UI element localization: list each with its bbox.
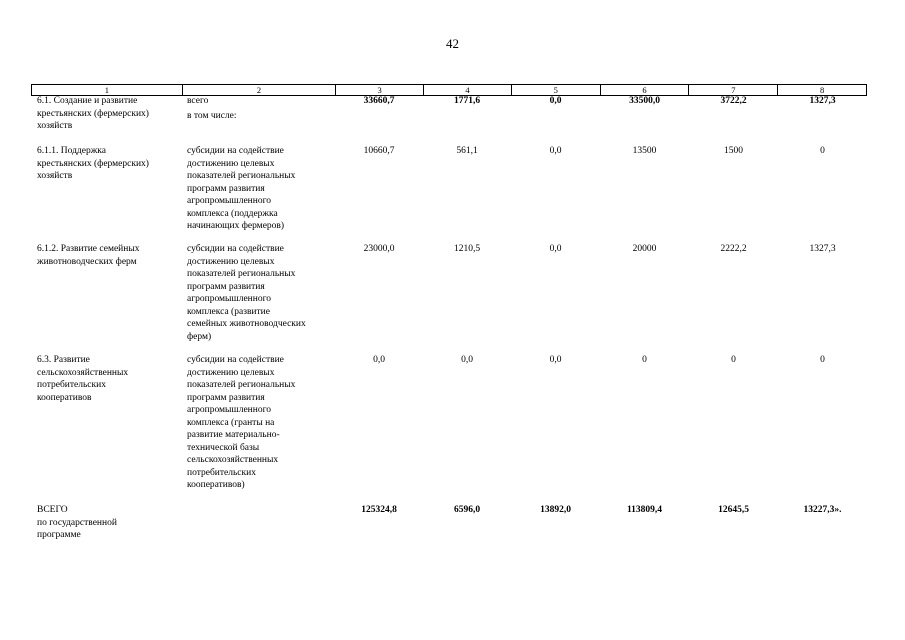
row-description-line: программ развития: [187, 392, 265, 403]
row-value-col-6: 113809,4: [626, 505, 663, 515]
row-description-line: агропромышленного: [187, 196, 272, 206]
row-value-col-3: 10660,7: [363, 146, 395, 156]
header-col-3: 3: [335, 85, 423, 95]
header-col-1: 1: [104, 85, 109, 95]
budget-table: [31, 84, 867, 540]
row-description-line: комплекса (гранты на: [187, 417, 275, 428]
header-col-5: 5: [511, 85, 600, 95]
row-description-line: комплекса (поддержка: [187, 208, 278, 219]
row-name-line: программе: [37, 530, 81, 540]
table-row: [31, 145, 867, 233]
row-description-line: достижению целевых: [187, 256, 275, 267]
row-name-line: крестьянских (фермерских): [37, 158, 149, 169]
row-description-line: показателей региональных: [187, 171, 296, 181]
row-value-col-5: 0,0: [549, 355, 562, 365]
header-col-2: 2: [182, 85, 336, 95]
row-value-col-8: 0: [820, 355, 825, 365]
row-value-col-8: 1327,3: [809, 244, 836, 254]
row-name-line: потребительских: [37, 380, 106, 390]
row-value-col-8: 13227,3».: [803, 505, 842, 515]
row-description-line: программ развития: [187, 183, 265, 194]
row-name: [31, 95, 181, 133]
row-name-line: 6.1.1. Поддержка: [37, 146, 106, 156]
row-description-line: программ развития: [187, 281, 265, 292]
row-name-line: крестьянских (фермерских): [37, 108, 149, 119]
row-description-line: комплекса (развитие: [187, 306, 270, 317]
row-value-col-6: 0: [642, 355, 647, 365]
row-value-col-7: 12645,5: [718, 505, 749, 515]
row-name-line: 6.3. Развитие: [37, 355, 90, 365]
row-description-line: субсидии на содействие: [187, 355, 284, 365]
row-description-line: субсидии на содействие: [187, 146, 284, 156]
row-name: [31, 504, 181, 542]
row-description-line: потребительских: [187, 467, 256, 478]
row-value-col-4: 6596,0: [453, 505, 481, 515]
row-description-line: развитие материально-: [187, 430, 280, 440]
row-description: [181, 243, 335, 343]
row-value-col-8: 0: [820, 146, 825, 156]
row-description-line: показателей региональных: [187, 380, 296, 390]
row-name-line: животноводческих ферм: [37, 256, 137, 267]
row-value-col-6: 13500: [632, 146, 657, 156]
row-description-line: достижению целевых: [187, 158, 275, 169]
row-value-col-5: 0,0: [549, 96, 562, 106]
row-description-line: субсидии на содействие: [187, 244, 284, 254]
row-name-line: 6.1.2. Развитие семейных: [37, 244, 140, 254]
row-value-col-3: 33660,7: [363, 96, 395, 106]
row-description-line: семейных животноводческих: [187, 319, 306, 329]
row-description-line: в том числе:: [187, 110, 237, 121]
row-value-col-6: 20000: [632, 244, 657, 254]
row-value-col-7: 2222,2: [720, 244, 747, 254]
row-value-col-7: 3722,2: [720, 96, 747, 106]
row-name: [31, 243, 181, 343]
row-value-col-3: 23000,0: [363, 244, 395, 254]
row-description-line: технической базы: [187, 442, 260, 453]
table-row: [31, 95, 867, 133]
row-name: [31, 354, 181, 492]
row-value-col-5: 0,0: [549, 146, 562, 156]
row-value-col-5: 0,0: [549, 244, 562, 254]
row-description: [181, 145, 335, 233]
row-value-col-4: 1771,6: [453, 96, 481, 106]
row-name-line: ВСЕГО: [37, 505, 68, 515]
row-value-col-4: 561,1: [456, 146, 478, 156]
row-name-line: сельскохозяйственных: [37, 367, 129, 378]
table-row: [31, 504, 867, 542]
row-description-line: ферм): [187, 331, 212, 342]
row-value-col-8: 1327,3: [809, 96, 836, 106]
row-description-line: сельскохозяйственных: [187, 455, 279, 465]
row-description-line: агропромышленного: [187, 294, 272, 304]
row-name-line: хозяйств: [37, 121, 73, 131]
row-name: [31, 145, 181, 233]
row-description: [181, 95, 335, 133]
row-value-col-3: 0,0: [373, 355, 385, 365]
row-description-line: кооперативов): [187, 480, 245, 490]
row-name-line: хозяйств: [37, 171, 73, 181]
row-value-col-3: 125324,8: [361, 505, 397, 515]
header-col-4: 4: [423, 85, 511, 95]
page-number: 42: [446, 36, 459, 51]
row-value-col-4: 1210,5: [453, 244, 481, 254]
table-row: [31, 354, 867, 492]
row-description-line: начинающих фермеров): [187, 221, 285, 231]
table-row: [31, 243, 867, 343]
header-col-6: 6: [600, 85, 689, 95]
row-description: [181, 504, 335, 542]
row-value-col-7: 1500: [724, 146, 743, 156]
row-name-line: 6.1. Создание и развитие: [37, 96, 138, 106]
row-description: [181, 354, 335, 492]
row-description-line: агропромышленного: [187, 405, 272, 415]
row-value-col-6: 33500,0: [629, 96, 660, 106]
row-value-col-5: 13892,0: [540, 505, 571, 515]
row-name-line: кооперативов: [37, 392, 92, 403]
header-col-8: 8: [777, 85, 866, 95]
row-value-col-7: 0: [731, 355, 736, 365]
row-value-col-4: 0,0: [461, 355, 473, 365]
header-col-7: 7: [688, 85, 777, 95]
row-name-line: по государственной: [37, 517, 117, 528]
row-description-line: всего: [187, 96, 209, 106]
row-description-line: достижению целевых: [187, 367, 275, 378]
row-description-line: показателей региональных: [187, 269, 296, 279]
